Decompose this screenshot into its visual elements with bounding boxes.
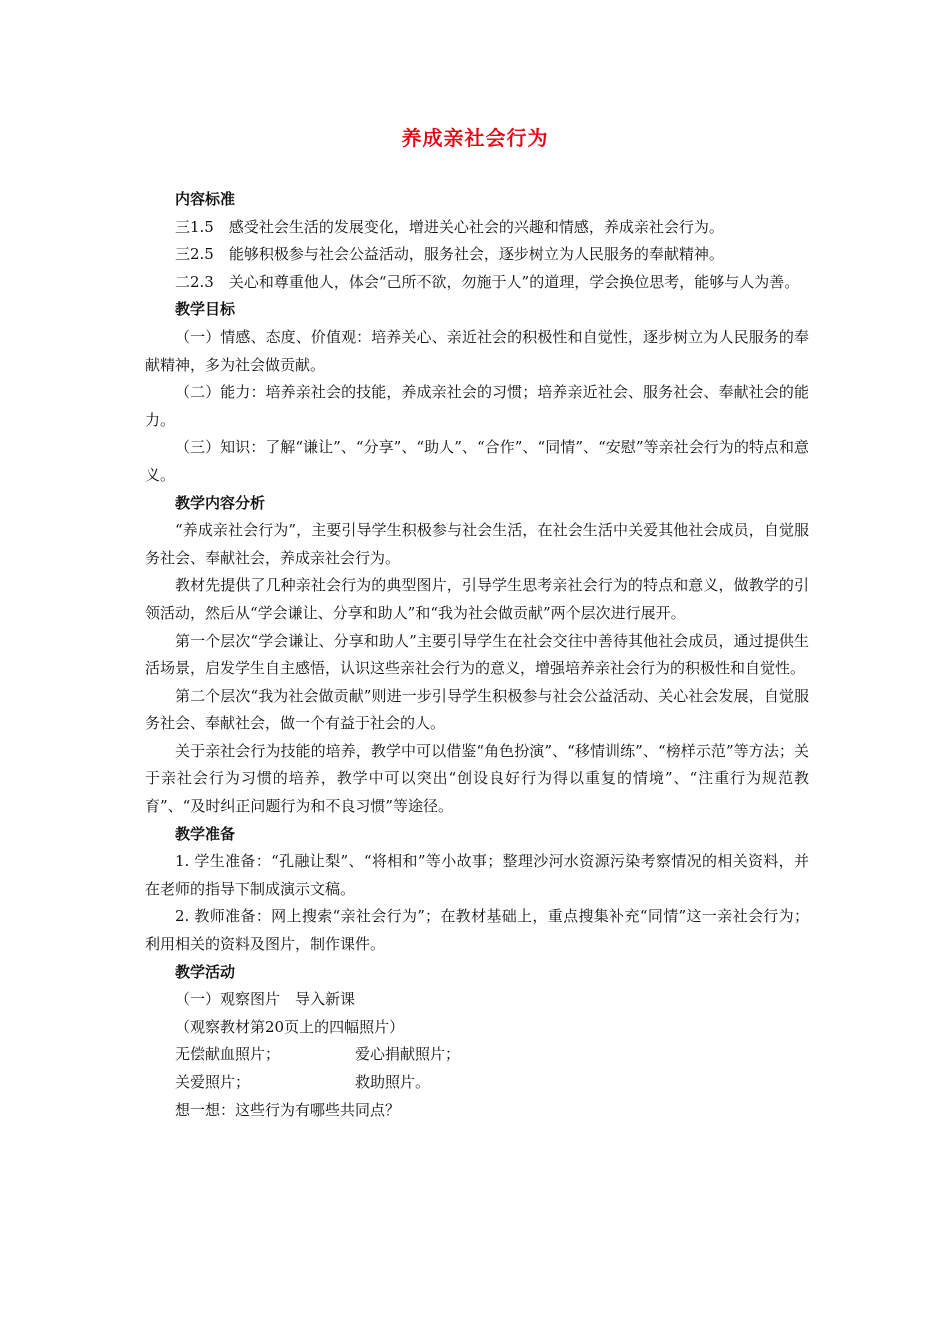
photo-label: 救助照片。 (355, 1073, 431, 1091)
section-heading-standards: 内容标准 (175, 190, 236, 208)
preparation-item: 1. 学生准备：“孔融让梨”、“将相和”等小故事；整理沙河水资源污染考察情况的相关资料，并在老师的指导下制成演示文稿。 (145, 852, 809, 898)
standard-item: 三1.5 感受社会生活的发展变化，增进关心社会的兴趣和情感，养成亲社会行为。 (175, 217, 724, 236)
activity-question: 想一想：这些行为有哪些共同点？ (175, 1100, 401, 1119)
photo-label: 爱心捐献照片； (355, 1045, 461, 1064)
preparation-item: 2. 教师准备：网上搜索“亲社会行为”；在教材基础上，重点搜集补充“同情”这一亲社会行为；利用相关的资料及图片，制作课件。 (145, 907, 809, 954)
section-heading-preparation: 教学准备 (175, 824, 236, 843)
photo-label: 无偿献血照片； (175, 1045, 281, 1064)
photo-row (145, 1041, 809, 1069)
section-heading-analysis: 教学内容分析 (175, 493, 266, 512)
document-title: 养成亲社会行为 (401, 126, 549, 150)
activity-note: （观察教材第20页上的四幅照片） (175, 1017, 405, 1036)
section-heading-goals: 教学目标 (175, 300, 236, 319)
photo-label: 关爱照片； (175, 1073, 251, 1091)
analysis-paragraph: 教材先提供了几种亲社会行为的典型图片，引导学生思考亲社会行为的特点和意义，做教学的引领活动，然后从“学会谦让、分享和助人”和“我为社会做贡献”两个层次进行展开。 (145, 576, 809, 622)
analysis-paragraph: “养成亲社会行为”，主要引导学生积极参与社会生活，在社会生活中关爱其他社会成员，自觉服务社会、奉献社会，养成亲社会行为。 (145, 521, 809, 567)
analysis-paragraph: 关于亲社会行为技能的培养，教学中可以借鉴“角色扮演”、“移情训练”、“榜样示范”等方法；关于亲社会行为习惯的培养，教学中可以突出“创设良好行为得以重复的情境”、“注重行为规范教育”、“及时纠正问题行为和不良习惯”等途径。 (145, 741, 809, 816)
activity-step: （一）观察图片 导入新课 (175, 990, 356, 1009)
photo-row (145, 1069, 809, 1097)
goal-item: （三）知识：了解“谦让”、“分享”、“助人”、“合作”、“同情”、“安慰”等亲社会行为的特点和意义。 (145, 438, 809, 484)
goal-item: （二）能力：培养亲社会的技能，养成亲社会的习惯；培养亲近社会、服务社会、奉献社会的能力。 (145, 383, 809, 429)
goal-item: （一）情感、态度、价值观：培养关心、亲近社会的积极性和自觉性，逐步树立为人民服务的奉献精神，多为社会做贡献。 (145, 327, 809, 374)
analysis-paragraph: 第二个层次“我为社会做贡献”则进一步引导学生积极参与社会公益活动、关心社会发展，自觉服务社会、奉献社会，做一个有益于社会的人。 (145, 686, 809, 733)
standard-item: 三2.5 能够积极参与社会公益活动，服务社会，逐步树立为人民服务的奉献精神。 (175, 245, 724, 264)
analysis-paragraph: 第一个层次“学会谦让、分享和助人”主要引导学生在社会交往中善待其他社会成员，通过提供生活场景，启发学生自主感悟，认识这些亲社会行为的意义，增强培养亲社会行为的积极性和自觉性。 (145, 631, 809, 678)
section-heading-activities: 教学活动 (175, 962, 236, 981)
document-body (145, 186, 809, 1124)
standard-item: 二2.3 关心和尊重他人，体会“己所不欲，勿施于人”的道理，学会换位思考，能够与人为善。 (175, 272, 800, 291)
